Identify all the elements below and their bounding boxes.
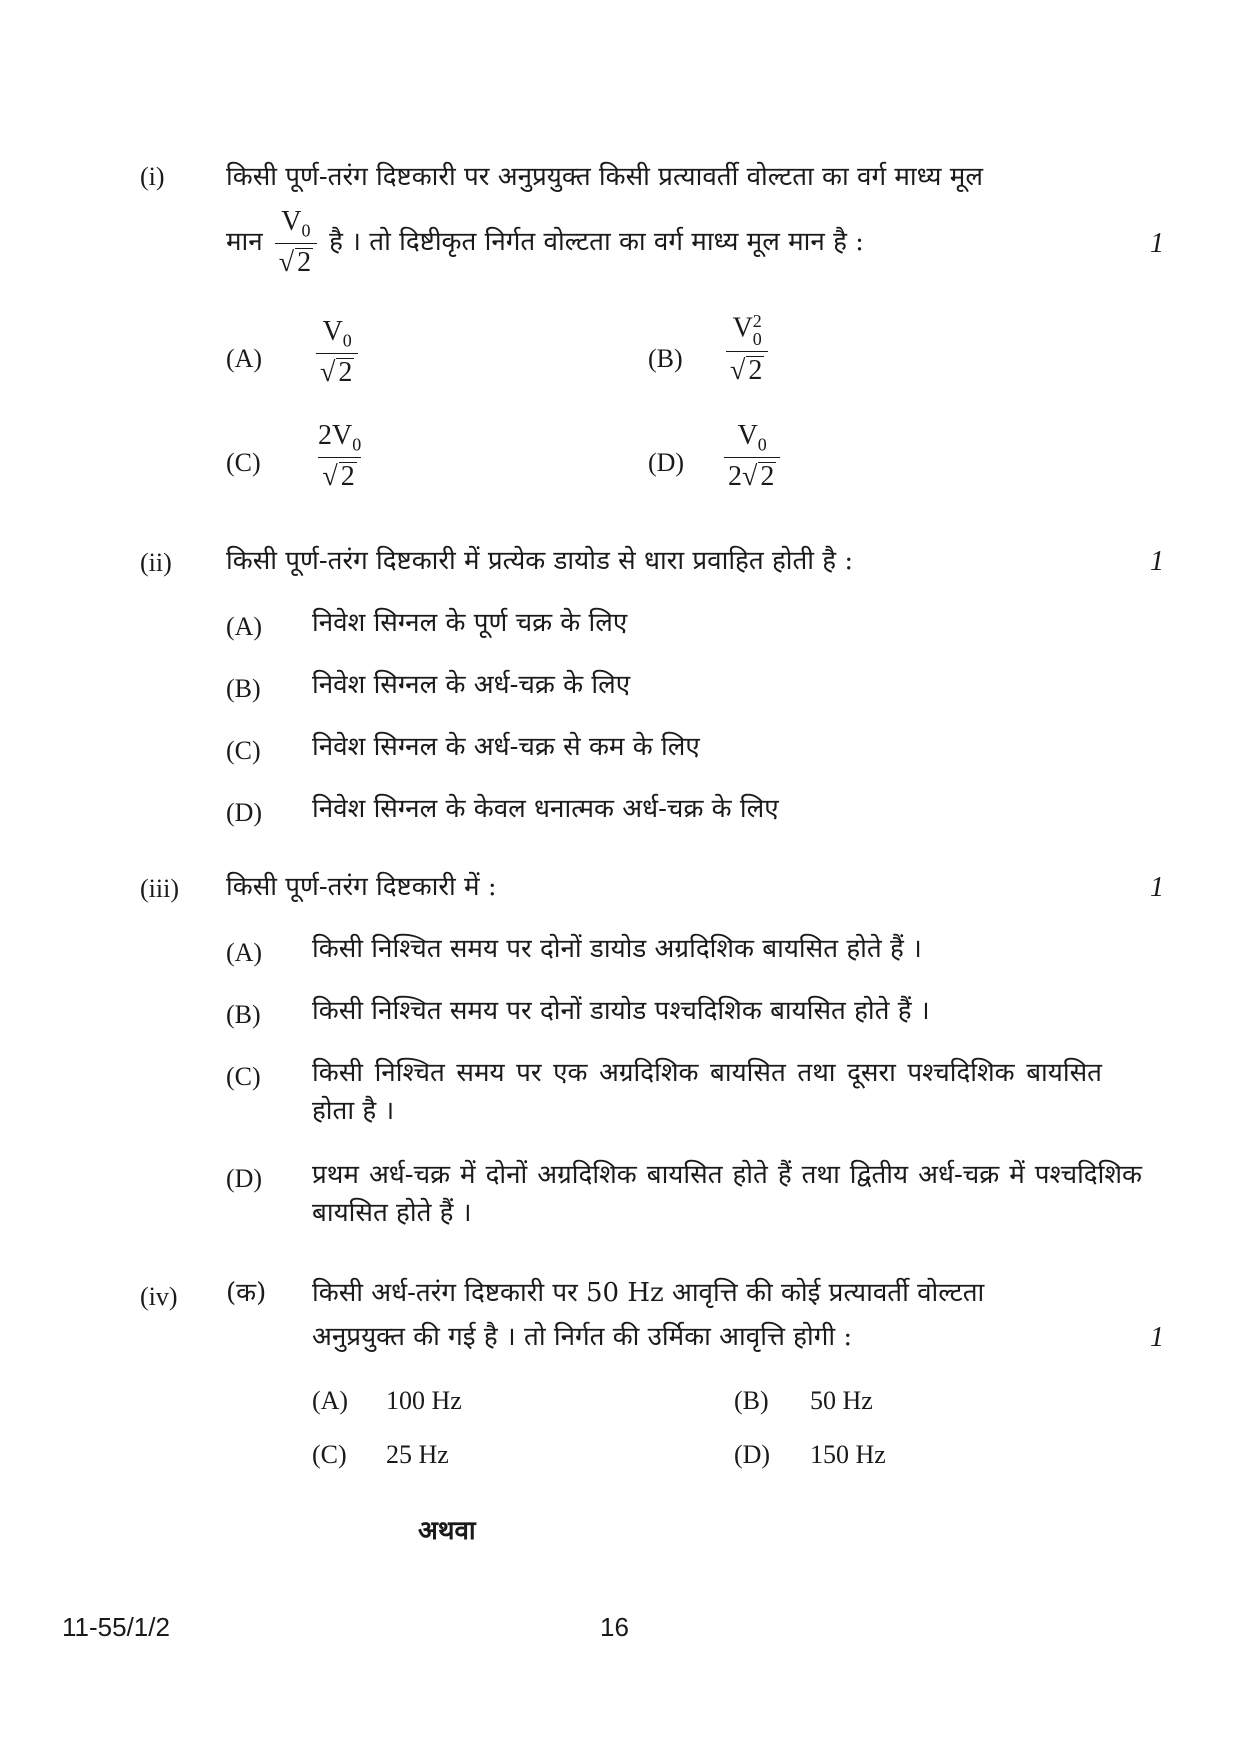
sub-question-number: (क) [226,1278,267,1308]
option-label: (C) [226,736,261,765]
option-label: (D) [226,1164,263,1193]
question-post: है । तो दिष्टीकृत निर्गत वोल्टता का वर्ग माध्य मूल मान है : [329,227,864,258]
option-a-text[interactable]: निवेश सिग्नल के पूर्ण चक्र के लिए [312,608,628,638]
or-separator: अथवा [418,1516,476,1546]
option-label: (A) [226,612,263,641]
option-b-fraction[interactable]: V 2 0 √ 2 [726,312,768,385]
option-d-text[interactable]: निवेश सिग्नल के केवल धनात्मक अर्ध-चक्र के लिए [312,794,779,824]
marks: 1 [1150,872,1164,903]
question-text-line1: किसी अर्ध-तरंग दिष्टकारी पर 50 Hz आवृत्ति की कोई प्रत्यावर्ती वोल्टता [312,1278,985,1308]
option-b-text[interactable]: निवेश सिग्नल के अर्ध-चक्र के लिए [312,670,631,700]
option-d-text[interactable]: 150 Hz [810,1440,886,1469]
option-a-text[interactable]: 100 Hz [386,1386,462,1415]
option-a-fraction[interactable]: $\frac{V_0}{√ 2}$ [316,318,358,387]
marks: 1 [1150,228,1164,259]
paper-code: 11-55/1/2 [62,1612,170,1642]
question-text-line2 [226,208,864,277]
option-d-text[interactable]: प्रथम अर्ध-चक्र में दोनों अग्रदिशिक बायसित होते हैं तथा द्वितीय अर्ध-चक्र में पश्चदिशिक बायसित होते हैं । [312,1160,1142,1228]
option-label: (C) [226,1062,261,1091]
rms-fraction: $\frac{V_0}{√ 2}$ [275,208,317,277]
option-c-fraction[interactable]: $\frac{2V_0}{√ 2}$ [318,420,362,492]
option-label: (B) [734,1386,769,1415]
option-c-text[interactable]: निवेश सिग्नल के अर्ध-चक्र से कम के लिए [312,732,700,762]
option-label: (C) [226,448,261,477]
option-label: (B) [648,344,683,373]
option-c-text[interactable]: 25 Hz [386,1440,449,1469]
page-number: 16 [600,1612,629,1642]
option-b-text[interactable]: 50 Hz [810,1386,873,1415]
option-label: (D) [648,448,685,477]
marks: 1 [1150,1322,1164,1353]
option-b-text[interactable]: किसी निश्चित समय पर दोनों डायोड पश्चदिशिक बायसित होते हैं । [312,996,930,1026]
option-label: (A) [226,344,263,373]
question-number: (iii) [140,874,179,903]
question-text: किसी पूर्ण-तरंग दिष्टकारी में प्रत्येक डायोड से धारा प्रवाहित होती है : [226,546,854,576]
question-pre: मान [226,227,263,258]
option-label: (B) [226,674,261,703]
option-c-text[interactable]: किसी निश्चित समय पर एक अग्रदिशिक बायसित तथा दूसरा पश्चदिशिक बायसित होता है । [312,1058,1102,1126]
marks: 1 [1150,546,1164,577]
question-text-line2: अनुप्रयुक्त की गई है । तो निर्गत की उर्मिका आवृत्ति होगी : [312,1322,853,1352]
question-number: (i) [140,162,165,191]
question-number: (iv) [140,1282,178,1311]
option-label: (D) [226,798,263,827]
option-d-fraction[interactable]: $\frac{V_0}{2√ 2}$ [724,422,780,491]
question-number: (ii) [140,548,172,577]
question-text-line1: किसी पूर्ण-तरंग दिष्टकारी पर अनुप्रयुक्त किसी प्रत्यावर्ती वोल्टता का वर्ग माध्य मूल [226,162,983,192]
option-label: (B) [226,1000,261,1029]
option-label: (D) [734,1440,771,1469]
option-a-text[interactable]: किसी निश्चित समय पर दोनों डायोड अग्रदिशिक बायसित होते हैं । [312,934,922,964]
option-label: (A) [312,1386,349,1415]
option-label: (C) [312,1440,347,1469]
question-text: किसी पूर्ण-तरंग दिष्टकारी में : [226,872,497,902]
option-label: (A) [226,938,263,967]
